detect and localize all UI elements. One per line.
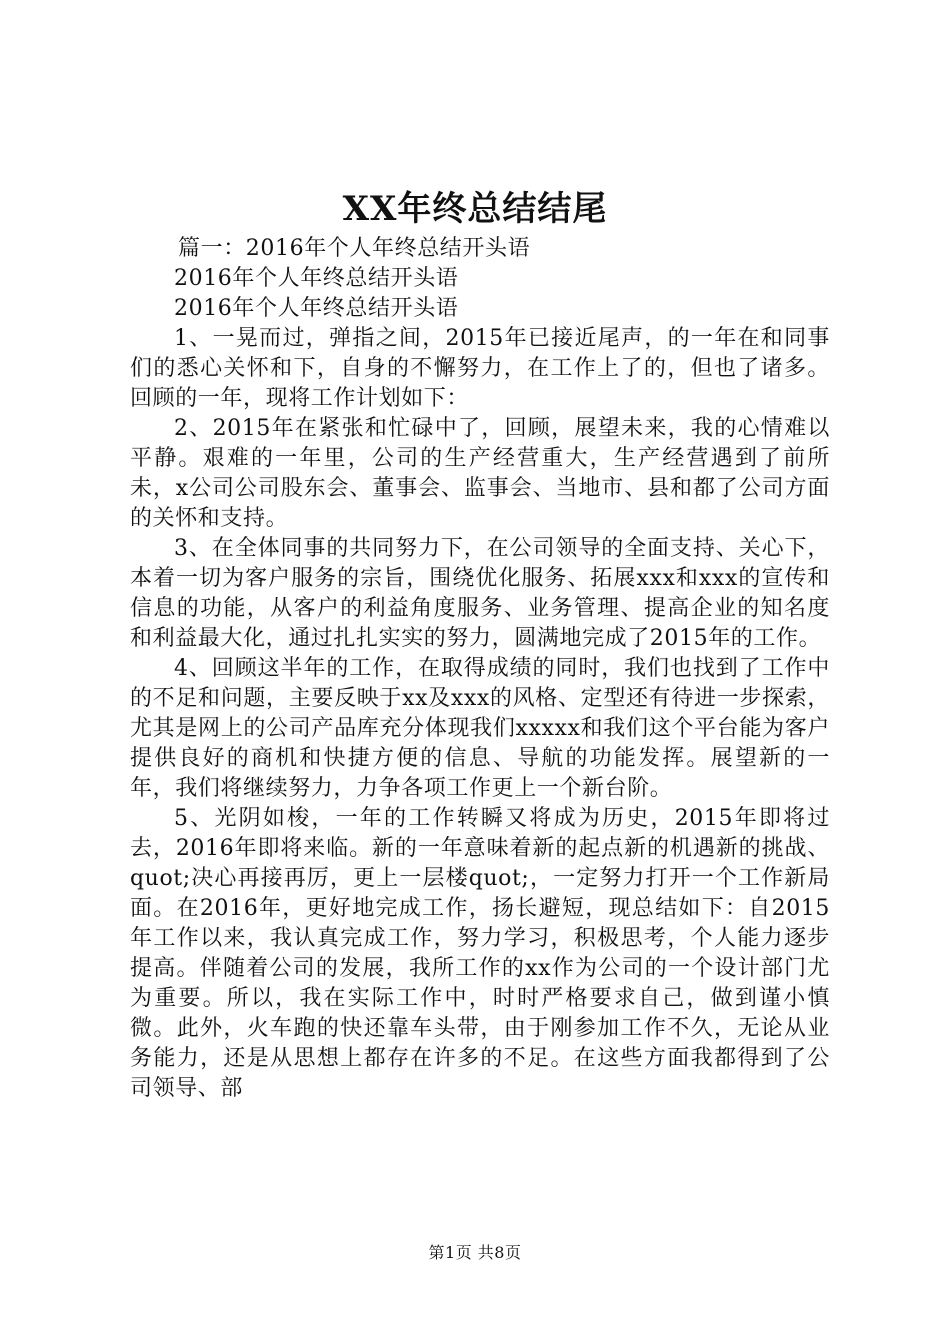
document-body (130, 234, 830, 1104)
paragraph: 3、在全体同事的共同努力下，在公司领导的全面支持、关心下，本着一切为客户服务的宗旨，围绕优化服务、拓展xxx和xxx的宣传和信息的功能，从客户的利益角度服务、业务管理、提高企业的知名度和利益最大化，通过扎扎实实的努力，圆满地完成了2015年的工作。 (130, 536, 830, 651)
paragraph: 2、2015年在紧张和忙碌中了，回顾，展望未来，我的心情难以平静。艰难的一年里，公司的生产经营重大，生产经营遇到了前所未，x公司公司股东会、董事会、监事会、当地市、县和都了公司方面的关怀和支持。 (130, 416, 830, 531)
section-heading: 篇一：2016年个人年终总结开头语 (178, 236, 531, 261)
page-number-footer: 第1页 共8页 (428, 1243, 522, 1262)
sub-heading: 2016年个人年终总结开头语 (174, 266, 459, 291)
paragraph: 4、回顾这半年的工作，在取得成绩的同时，我们也找到了工作中的不足和问题，主要反映于xx及xxx的风格、定型还有待进一步探索，尤其是网上的公司产品库充分体现我们xxxxx和我们这个平台能为客户提供良好的商机和快捷方便的信息、导航的功能发挥。展望新的一年，我们将继续努力，力争各项工作更上一个新台阶。 (130, 656, 830, 801)
document-title: XX年终总结结尾 (342, 189, 608, 229)
paragraph: 1、一晃而过，弹指之间，2015年已接近尾声，的一年在和同事们的悉心关怀和下，自身的不懈努力，在工作上了的，但也了诸多。回顾的一年，现将工作计划如下： (130, 326, 830, 411)
sub-heading: 2016年个人年终总结开头语 (174, 296, 459, 321)
paragraph: 5、光阴如梭，一年的工作转瞬又将成为历史，2015年即将过去，2016年即将来临。新的一年意味着新的起点新的机遇新的挑战、quot;决心再接再厉，更上一层楼quot;，一定努力打开一个工作新局面。在2016年，更好地完成工作，扬长避短，现总结如下：自2015年工作以来，我认真完成工作，努力学习，积极思考，个人能力逐步提高。伴随着公司的发展，我所工作的xx作为公司的一个设计部门尤为重要。所以，我在实际工作中，时时严格要求自己，做到谨小慎微。此外，火车跑的快还靠车头带，由于刚参加工作不久，无论从业务能力，还是从思想上都存在许多的不足。在这些方面我都得到了公司领导、部 (130, 806, 830, 1101)
